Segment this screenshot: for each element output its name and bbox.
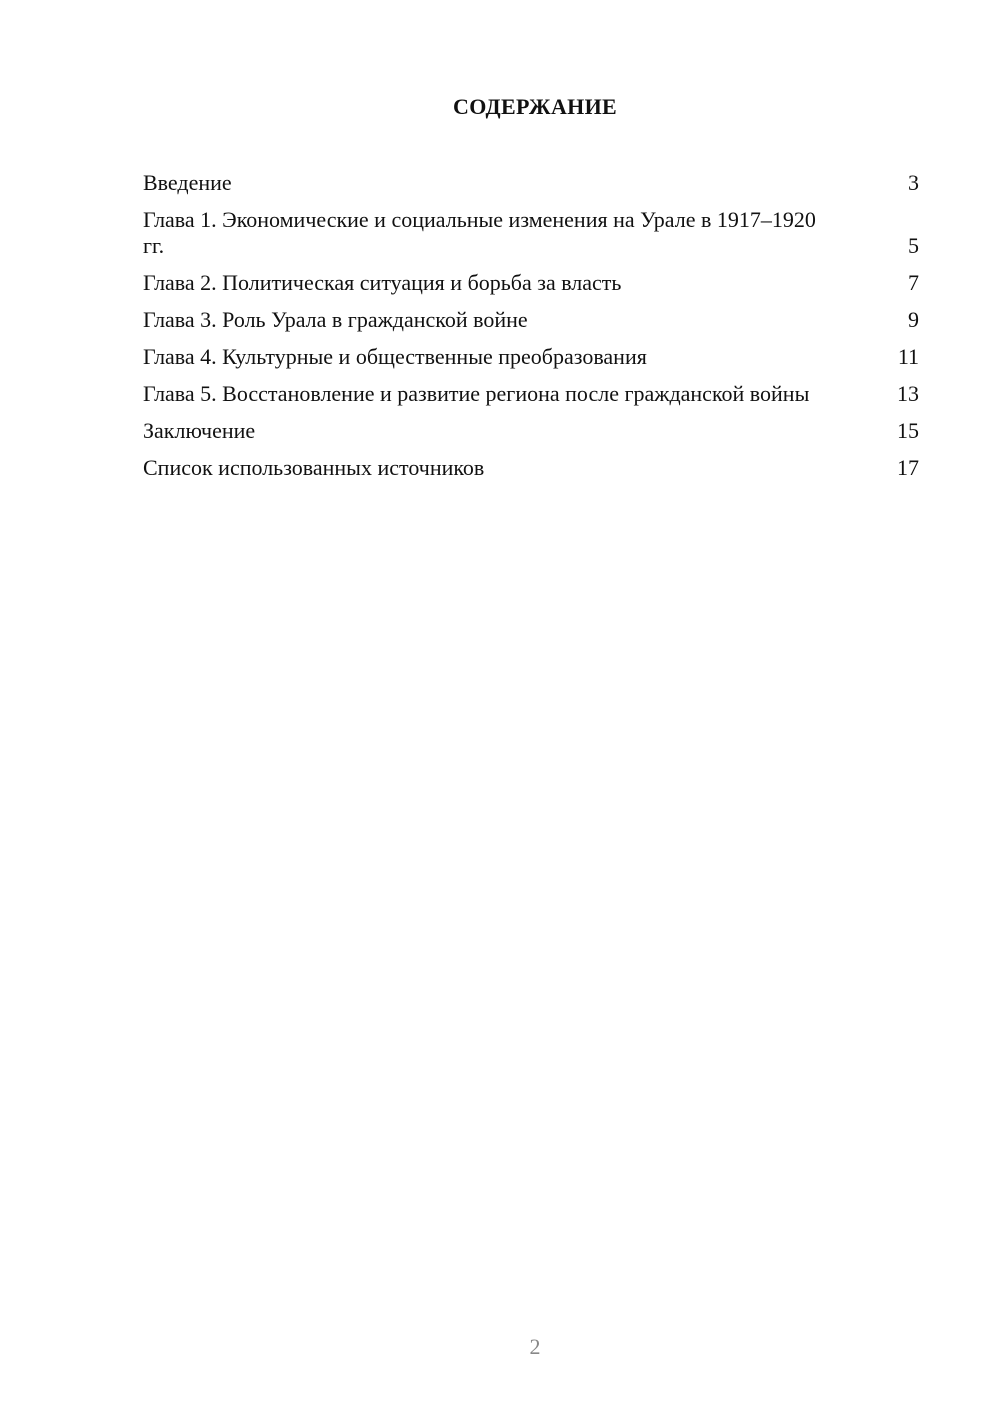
toc-entry-text: Глава 5. Восстановление и развитие региона после гражданской войны	[143, 381, 810, 406]
toc-entry-chapter-5	[143, 381, 919, 407]
toc-entry-page: 9	[908, 307, 919, 332]
toc-entry-page: 3	[908, 170, 919, 195]
toc-entry-page: 5	[908, 233, 919, 258]
toc-entry-chapter-3	[143, 307, 919, 333]
table-of-contents	[143, 170, 919, 492]
toc-entry-text: Глава 1. Экономические и социальные изменения на Урале в 1917–1920 гг.	[143, 207, 816, 258]
toc-entry-chapter-4	[143, 344, 919, 370]
toc-entry-chapter-1	[143, 207, 919, 259]
toc-entry-text: Глава 2. Политическая ситуация и борьба за власть	[143, 270, 622, 295]
toc-entry-conclusion	[143, 418, 919, 444]
toc-entry-text: Введение	[143, 170, 232, 195]
toc-entry-page: 17	[897, 455, 919, 480]
toc-entry-text: Список использованных источников	[143, 455, 485, 480]
page-title: СОДЕРЖАНИЕ	[453, 94, 617, 119]
toc-entry-chapter-2	[143, 270, 919, 296]
toc-entry-text: Глава 4. Культурные и общественные преобразования	[143, 344, 647, 369]
toc-entry-introduction	[143, 170, 919, 196]
toc-entry-text: Глава 3. Роль Урала в гражданской войне	[143, 307, 528, 332]
toc-entry-references	[143, 455, 919, 481]
toc-entry-page: 15	[897, 418, 919, 443]
toc-entry-page: 13	[897, 381, 919, 406]
toc-entry-page: 11	[897, 344, 919, 369]
page-number: 2	[529, 1334, 541, 1359]
toc-entry-text: Заключение	[143, 418, 256, 443]
toc-entry-page: 7	[908, 270, 919, 295]
